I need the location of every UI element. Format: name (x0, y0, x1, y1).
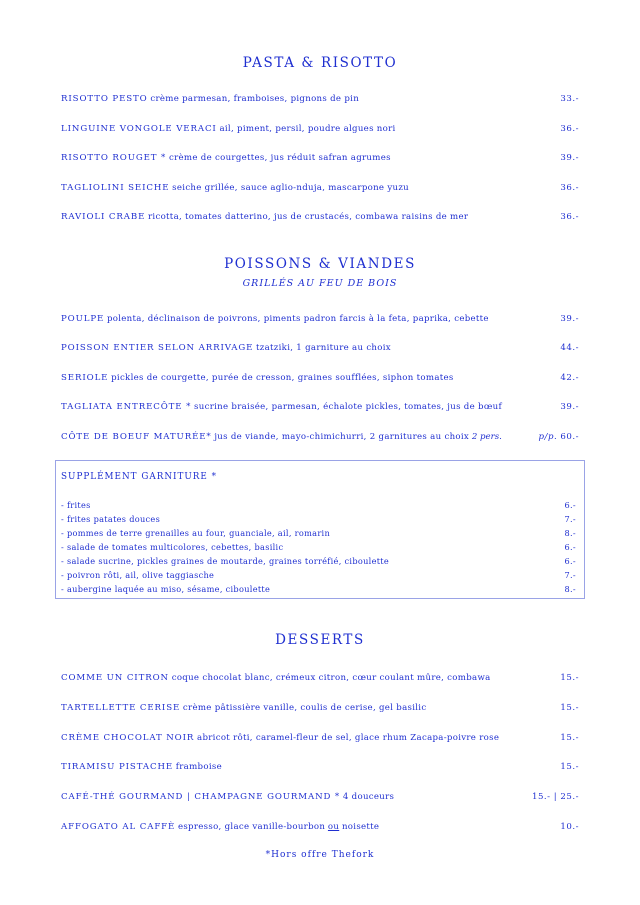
garniture-label: - salade sucrine, pickles graines de moutarde, graines torréfié, ciboulette (61, 556, 390, 566)
item-price: 44.- (560, 343, 579, 353)
item-description: ricotta, tomates datterino, jus de crustacés, combawa raisins de mer (148, 212, 469, 222)
garniture-price: 8.- (564, 584, 576, 594)
menu-item (61, 701, 579, 715)
item-description: espresso, glace vanille-bourbon (177, 822, 326, 832)
item-description: 4 douceurs (342, 792, 395, 802)
item-price: 36.- (560, 124, 579, 134)
poissons-section-title: POISSONS & VIANDES (224, 256, 416, 272)
garniture-box (55, 460, 585, 599)
item-description: coque chocolat blanc, crémeux citron, cœur coulant mûre, combawa (171, 673, 491, 683)
item-description: tzatziki, 1 garniture au choix (256, 343, 391, 353)
desserts-section-title: DESSERTS (275, 632, 365, 648)
garniture-price: 7.- (564, 570, 576, 580)
item-or: ou (327, 822, 340, 832)
item-name: RISOTTO PESTO (61, 94, 148, 104)
item-price: 15.- (560, 762, 579, 772)
item-price: 15.- (560, 673, 579, 683)
garniture-label: - pommes de terre grenailles au four, guanciale, ail, romarin (61, 528, 331, 538)
item-price: 39.- (560, 314, 579, 324)
item-price: 39.- (560, 402, 579, 412)
item-name: TIRAMISU PISTACHE (61, 762, 174, 772)
garniture-item (61, 526, 576, 540)
item-price: 15.- | 25.- (531, 792, 579, 802)
price-unit: p/p. (538, 432, 558, 442)
garniture-price: 6.- (564, 556, 576, 566)
garniture-label: - frites (61, 500, 91, 510)
item-name: AFFOGATO AL CAFFÈ (61, 822, 176, 832)
item-price: 39.- (560, 153, 579, 163)
item-description: abricot rôti, caramel-fleur de sel, glace rhum Zacapa-poivre rose (197, 733, 500, 743)
item-name: TARTELLETTE CERISE (61, 703, 181, 713)
item-description: pickles de courgette, purée de cresson, graines soufflées, siphon tomates (111, 373, 454, 383)
item-name: RAVIOLI CRABE (61, 212, 146, 222)
menu-item (61, 430, 579, 444)
item-name: POULPE (61, 314, 105, 324)
item-description-2: noisette (341, 822, 380, 832)
item-name: RISOTTO ROUGET * (61, 153, 167, 163)
garniture-label: - poivron rôti, ail, olive taggiasche (61, 570, 215, 580)
item-price: 33.- (560, 94, 579, 104)
item-description: crème de courgettes, jus réduit safran agrumes (169, 153, 391, 163)
item-name: CRÈME CHOCOLAT NOIR (61, 733, 195, 743)
item-name: COMME UN CITRON (61, 673, 169, 683)
pasta-section-title: PASTA & RISOTTO (242, 55, 398, 71)
item-description: seiche grillée, sauce aglio-nduja, mascarpone yuzu (172, 183, 409, 193)
garniture-item (61, 554, 576, 568)
item-description: ail, piment, persil, poudre algues nori (219, 124, 396, 134)
menu-item (61, 151, 579, 165)
menu-item (61, 341, 579, 355)
footer-note: *Hors offre Thefork (265, 850, 375, 860)
item-price: 42.- (560, 373, 579, 383)
item-price: 36.- (560, 212, 579, 222)
item-description: jus de viande, mayo-chimichurri, 2 garnitures au choix (214, 432, 470, 442)
garniture-item (61, 540, 576, 554)
menu-item (61, 371, 579, 385)
item-price: 10.- (560, 822, 579, 832)
menu-item (61, 400, 579, 414)
garniture-title: SUPPLÉMENT GARNITURE * (61, 472, 218, 482)
item-description: polenta, déclinaison de poivrons, piments padron farcis à la feta, paprika, cebette (106, 314, 489, 324)
item-price: 15.- (560, 733, 579, 743)
item-name: POISSON ENTIER SELON ARRIVAGE (61, 343, 254, 353)
menu-item (61, 760, 579, 774)
menu-item (61, 820, 579, 834)
item-name: TAGLIOLINI SEICHE (61, 183, 170, 193)
menu-item (61, 210, 579, 224)
item-note: 2 pers. (471, 432, 502, 442)
garniture-item (61, 568, 576, 582)
garniture-price: 6.- (564, 500, 576, 510)
price-value: 60.- (560, 432, 579, 442)
item-description: framboise (175, 762, 222, 772)
menu-item (61, 671, 579, 685)
garniture-item (61, 498, 576, 512)
item-name: SERIOLE (61, 373, 109, 383)
garniture-price: 7.- (564, 514, 576, 524)
garniture-label: - aubergine laquée au miso, sésame, ciboulette (61, 584, 271, 594)
menu-item (61, 790, 579, 804)
item-description: crème parmesan, framboises, pignons de pin (150, 94, 360, 104)
garniture-label: - frites patates douces (61, 514, 161, 524)
menu-item (61, 92, 579, 106)
item-description: crème pâtissière vanille, coulis de cerise, gel basilic (182, 703, 427, 713)
garniture-item (61, 512, 576, 526)
item-price: 15.- (560, 703, 579, 713)
poissons-section-subtitle: GRILLÉS AU FEU DE BOIS (242, 278, 398, 289)
item-name: CÔTE DE BOEUF MATURÉE* (61, 432, 212, 442)
garniture-price: 6.- (564, 542, 576, 552)
garniture-label: - salade de tomates multicolores, cebettes, basilic (61, 542, 284, 552)
garniture-item (61, 582, 576, 596)
item-name: CAFÉ-THÉ GOURMAND | CHAMPAGNE GOURMAND * (61, 792, 341, 802)
item-name: TAGLIATA ENTRECÔTE * (61, 402, 192, 412)
item-description: sucrine braisée, parmesan, échalote pickles, tomates, jus de bœuf (194, 402, 502, 412)
menu-item (61, 312, 579, 326)
menu-item (61, 731, 579, 745)
garniture-price: 8.- (564, 528, 576, 538)
item-price: 36.- (560, 183, 579, 193)
menu-item (61, 181, 579, 195)
item-price (539, 430, 579, 444)
menu-item (61, 122, 579, 136)
item-name: LINGUINE VONGOLE VERACI (61, 124, 217, 134)
